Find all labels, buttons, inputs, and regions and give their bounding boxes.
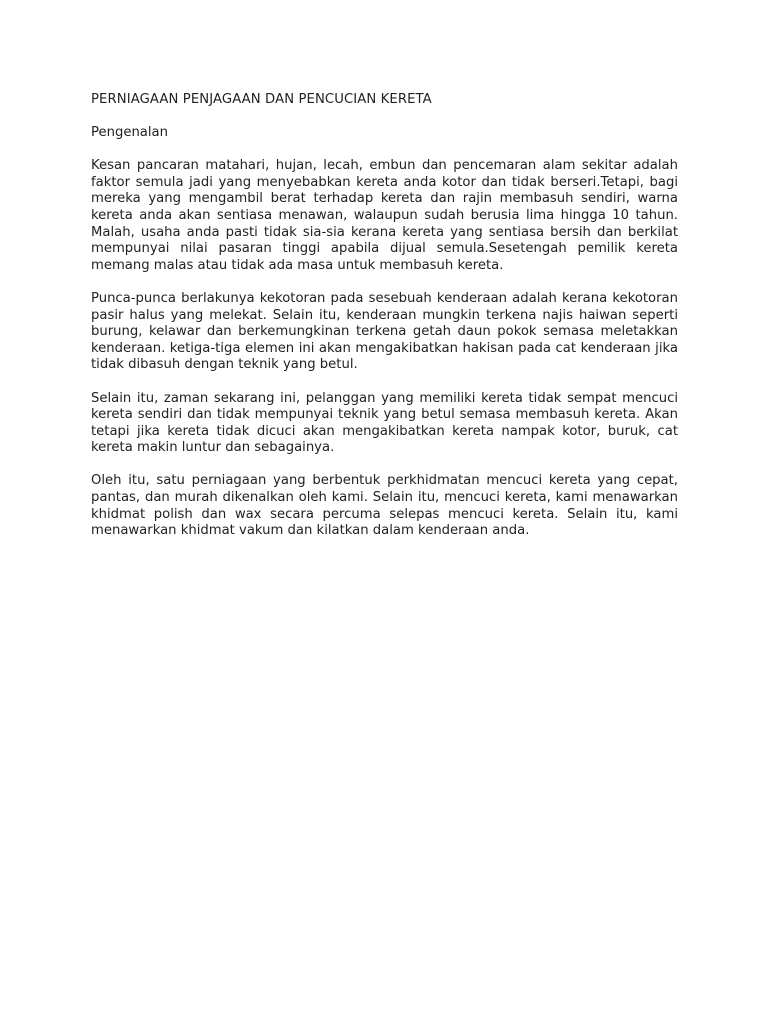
paragraph-1: Kesan pancaran matahari, hujan, lecah, embun dan pencemaran alam sekitar adalah faktor semula jadi yang menyebabkan kereta anda kotor dan tidak berseri.Tetapi, bagi mereka yang mengambil berat terhadap kereta dan rajin membasuh sendiri, warna kereta anda akan sentiasa menawan, walaupun sudah berusia lima hingga 10 tahun. Malah, usaha anda pasti tidak sia-sia kerana kereta yang sentiasa bersih dan berkilat mempunyai nilai pasaran tinggi apabila dijual semula.Sesetengah pemilik kereta memang malas atau tidak ada masa untuk membasuh kereta. — [91, 158, 678, 273]
document-body — [91, 92, 678, 556]
section-heading-introduction: Pengenalan — [91, 124, 168, 140]
paragraph-2: Punca-punca berlakunya kekotoran pada sesebuah kenderaan adalah kerana kekotoran pasir halus yang melekat. Selain itu, kenderaan mungkin terkena najis haiwan seperti burung, kelawar dan berkemungkinan terkena getah daun pokok semasa meletakkan kenderaan. ketiga-tiga elemen ini akan mengakibatkan hakisan pada cat kenderaan jika tidak dibasuh dengan teknik yang betul. — [91, 290, 678, 373]
paragraph-4: Oleh itu, satu perniagaan yang berbentuk perkhidmatan mencuci kereta yang cepat, pantas, dan murah dikenalkan oleh kami. Selain itu, mencuci kereta, kami menawarkan khidmat polish dan wax secara percuma selepas mencuci kereta. Selain itu, kami menawarkan khidmat vakum dan kilatkan dalam kenderaan anda. — [91, 473, 678, 539]
document-title: PERNIAGAAN PENJAGAAN DAN PENCUCIAN KERETA — [91, 92, 432, 107]
paragraph-3: Selain itu, zaman sekarang ini, pelanggan yang memiliki kereta tidak sempat mencuci kereta sendiri dan tidak mempunyai teknik yang betul semasa membasuh kereta. Akan tetapi jika kereta tidak dicuci akan mengakibatkan kereta nampak kotor, buruk, cat kereta makin luntur dan sebagainya. — [91, 390, 678, 456]
